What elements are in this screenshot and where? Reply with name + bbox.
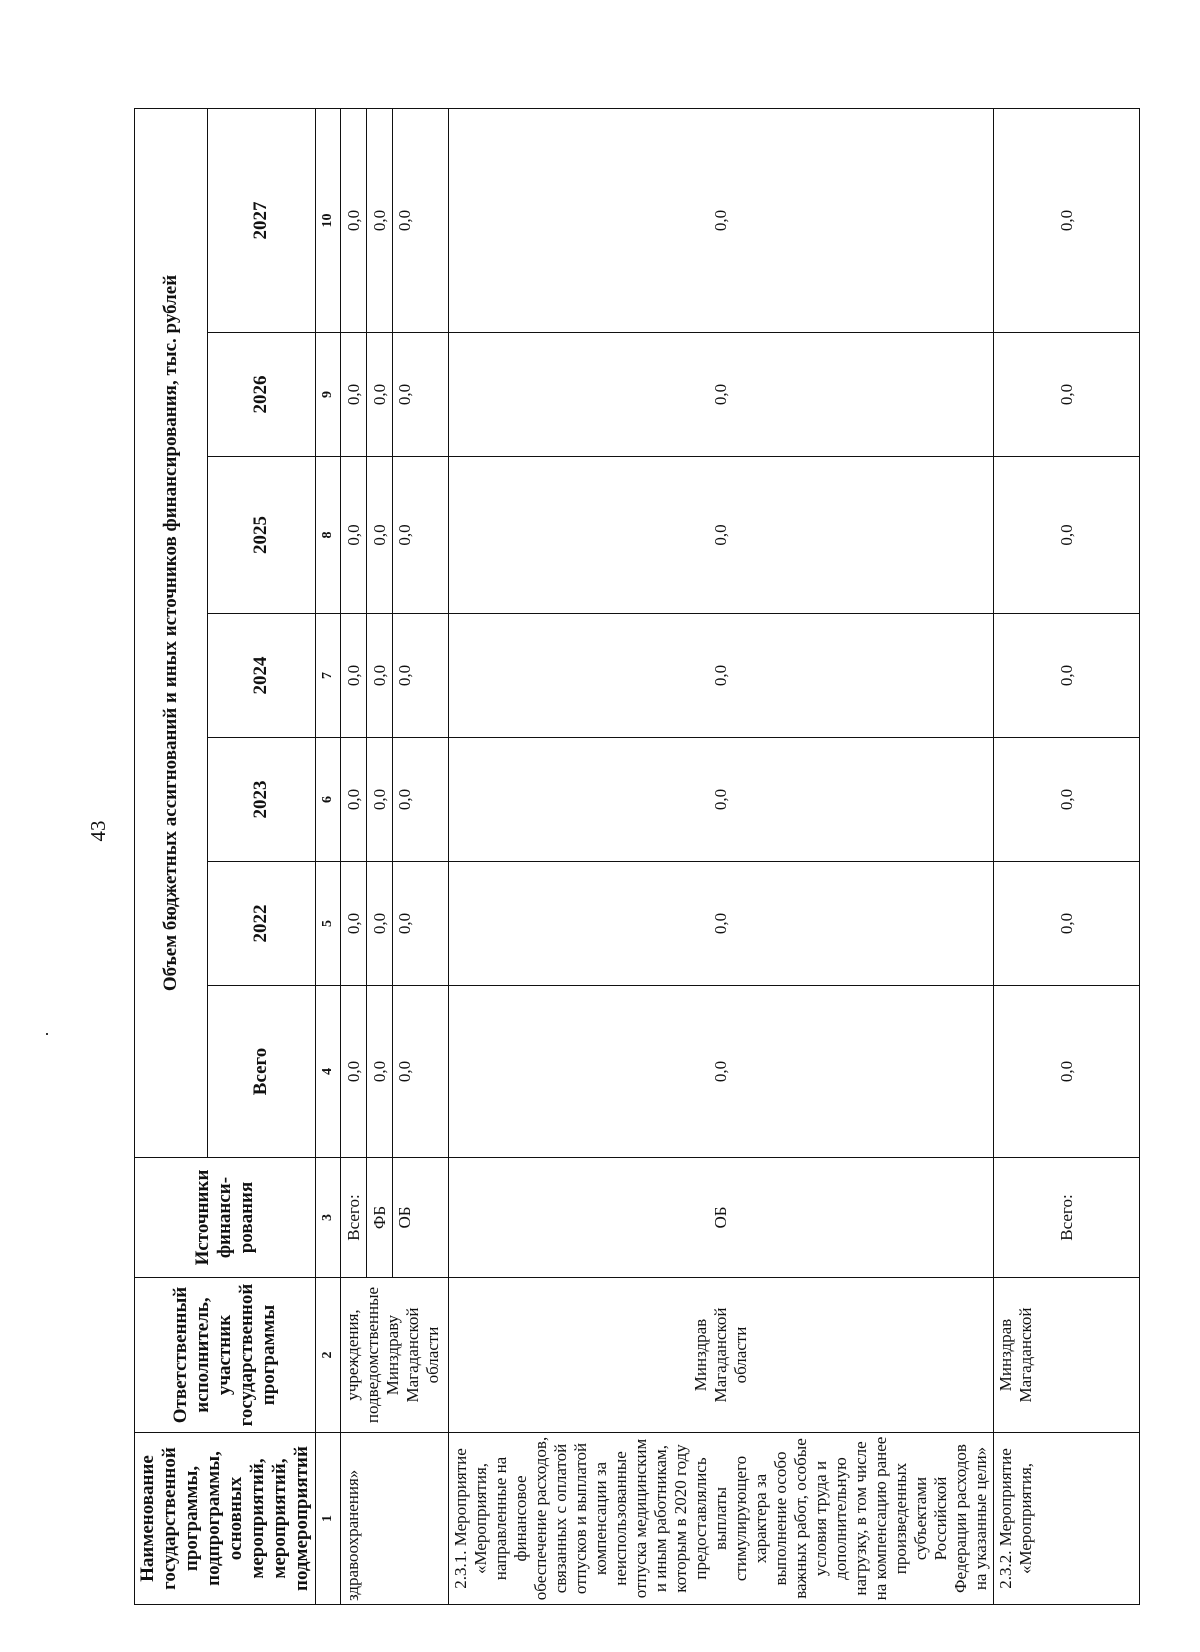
row-responsible-cell: учреждения, подведомственные Минздраву Магаданской области	[341, 1278, 449, 1433]
column-number: 4	[316, 986, 341, 1158]
value-cell: 0,0	[449, 614, 994, 738]
header-year-total: Всего	[207, 986, 315, 1158]
value-cell: 0,0	[994, 862, 1140, 986]
row-name-cell: 2.3.1. Мероприятие «Мероприятия, направленные на финансовое обеспечение расходов, связанных с оплатой отпусков и выплатой компенсации за неиспользованные отпуска медицинским и иным работникам, которым в 2020 году предоставлялись выплаты стимулирующего характера за выполнение особо важных работ, особые условия труда и дополнительную нагрузку, в том числе на компенсацию ранее произведенных субъектами Российской Федерации расходов на указанные цели»	[449, 1433, 994, 1605]
value-cell: 0,0	[994, 614, 1140, 738]
value-cell: 0,0	[449, 333, 994, 457]
value-cell: 0,0	[393, 986, 449, 1158]
value-cell: 0,0	[994, 457, 1140, 614]
value-cell: 0,0	[994, 738, 1140, 862]
row-source-cell: ФБ	[367, 1158, 393, 1278]
value-cell: 0,0	[393, 108, 449, 332]
row-source-cell: Всего:	[994, 1158, 1140, 1278]
column-number: 7	[316, 614, 341, 738]
page-number: 43	[86, 820, 110, 842]
column-number: 8	[316, 457, 341, 614]
value-cell: 0,0	[994, 108, 1140, 332]
row-name-cell: здравоохранения»	[341, 1433, 449, 1605]
value-cell: 0,0	[393, 457, 449, 614]
column-number: 3	[316, 1158, 341, 1278]
row-source-cell: ОБ	[393, 1158, 449, 1278]
column-number: 10	[316, 108, 341, 332]
value-cell: 0,0	[341, 738, 367, 862]
header-sources-column: Источники финанси-рования	[135, 1158, 316, 1278]
value-cell: 0,0	[367, 738, 393, 862]
value-cell: 0,0	[367, 333, 393, 457]
header-year-2022: 2022	[207, 862, 315, 986]
column-number: 2	[316, 1278, 341, 1433]
value-cell: 0,0	[367, 108, 393, 332]
column-number: 1	[316, 1433, 341, 1605]
column-number: 5	[316, 862, 341, 986]
row-responsible-cell: Минздрав Магаданской области	[449, 1278, 994, 1433]
row-name-cell: 2.3.2. Мероприятие «Мероприятия,	[994, 1433, 1140, 1605]
value-cell: 0,0	[341, 862, 367, 986]
rotated-table-container	[134, 109, 1149, 1605]
column-number: 9	[316, 333, 341, 457]
funding-table	[134, 108, 1140, 1605]
row-responsible-cell: Минздрав Магаданской	[994, 1278, 1140, 1433]
value-cell: 0,0	[449, 108, 994, 332]
value-cell: 0,0	[449, 986, 994, 1158]
header-row-1	[135, 108, 208, 1604]
value-cell: 0,0	[393, 614, 449, 738]
value-cell: 0,0	[994, 333, 1140, 457]
table-row	[341, 108, 367, 1604]
value-cell: 0,0	[994, 986, 1140, 1158]
row-source-cell: ОБ	[449, 1158, 994, 1278]
value-cell: 0,0	[449, 862, 994, 986]
header-year-2025: 2025	[207, 457, 315, 614]
column-number: 6	[316, 738, 341, 862]
value-cell: 0,0	[367, 457, 393, 614]
header-funding-title: Объем бюджетных ассигнований и иных источников финансирования, тыс. рублей	[135, 108, 208, 1157]
header-responsible-column: Ответственный исполнитель, участник государственной программы	[135, 1278, 316, 1433]
header-year-2027: 2027	[207, 108, 315, 332]
scan-speck	[46, 1033, 48, 1035]
value-cell: 0,0	[449, 457, 994, 614]
value-cell: 0,0	[367, 986, 393, 1158]
value-cell: 0,0	[367, 614, 393, 738]
value-cell: 0,0	[449, 738, 994, 862]
value-cell: 0,0	[341, 614, 367, 738]
row-source-cell: Всего:	[341, 1158, 367, 1278]
value-cell: 0,0	[393, 862, 449, 986]
value-cell: 0,0	[341, 986, 367, 1158]
value-cell: 0,0	[367, 862, 393, 986]
column-numbers-row	[316, 108, 341, 1604]
table-row	[994, 108, 1140, 1604]
header-name-column: Наименование государственной программы, подпрограммы, основных мероприятий, мероприятий, подмероприятий	[135, 1433, 316, 1605]
header-year-2024: 2024	[207, 614, 315, 738]
table-row	[449, 108, 994, 1604]
header-year-2023: 2023	[207, 738, 315, 862]
value-cell: 0,0	[341, 333, 367, 457]
value-cell: 0,0	[341, 457, 367, 614]
value-cell: 0,0	[393, 333, 449, 457]
value-cell: 0,0	[393, 738, 449, 862]
header-year-2026: 2026	[207, 333, 315, 457]
value-cell: 0,0	[341, 108, 367, 332]
